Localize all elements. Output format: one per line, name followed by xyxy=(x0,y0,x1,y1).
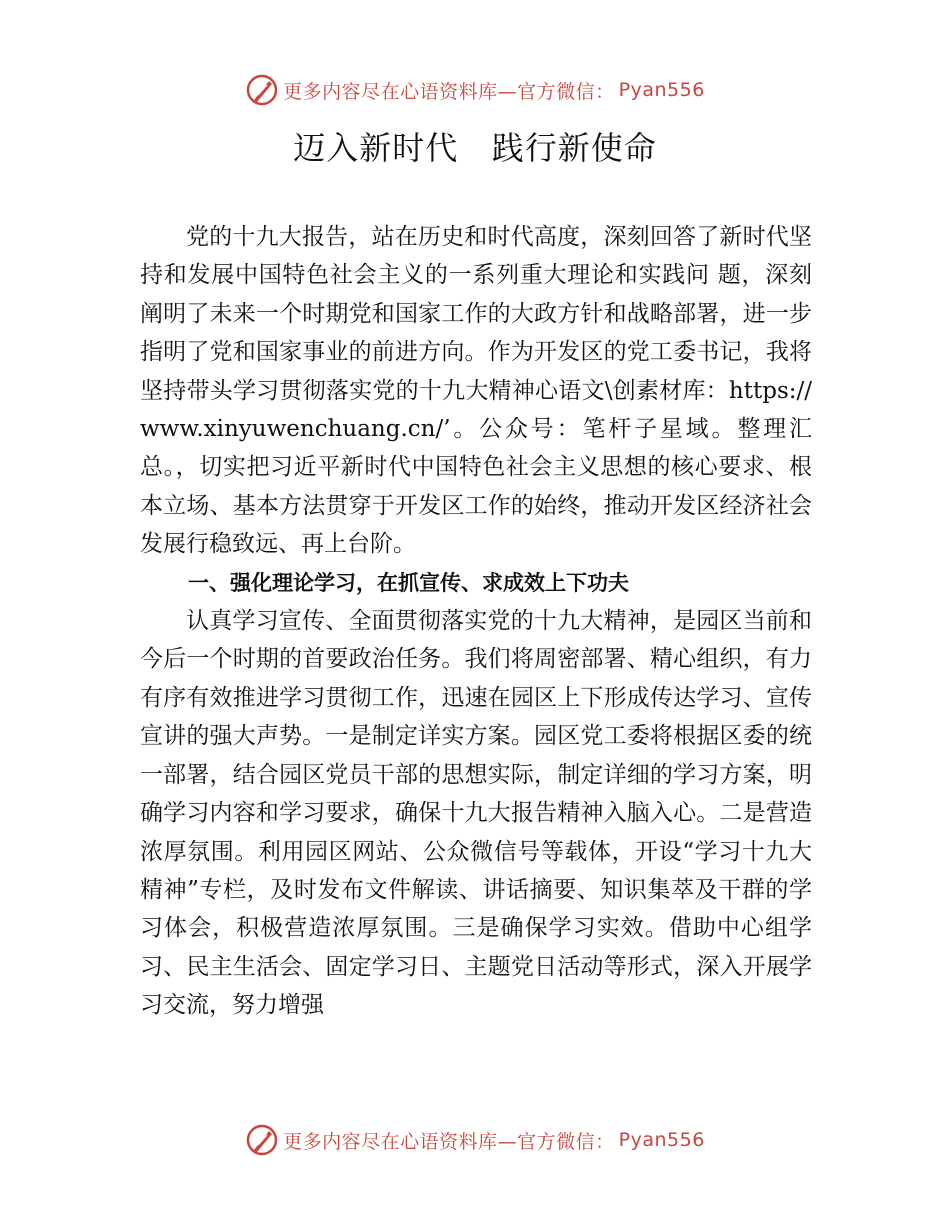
header-watermark xyxy=(0,70,950,110)
watermark-wechat-id: Pyan556 xyxy=(618,1129,705,1151)
quill-logo-icon xyxy=(245,73,279,107)
footer-watermark xyxy=(0,1120,950,1160)
quill-logo-icon xyxy=(245,1123,279,1157)
section-heading-1: 一、强化理论学习，在抓宣传、求成效上下功夫 xyxy=(188,570,629,595)
watermark-text: 更多内容尽在心语资料库—官方微信： xyxy=(283,80,615,103)
paragraph-intro: 党的十九大报告，站在历史和时代高度，深刻回答了新时代坚持和发展中国特色社会主义的一系列重大理论和实践问 题，深刻阐明了未来一个时期党和国家工作的大政方针和战略部署，进一步指明了党和国家事业的前进方向。作为开发区的党工委书记，我将坚持带头学习贯彻落实党的十九大精神心语文\创素材库：https://www.xinyuwenchuang.cn/’。公众号：笔杆子星域。整理汇总。，切实把习近平新时代中国特色社会主义思想的核心要求、根本立场、基本方法贯穿于开发区工作的始终，推动开发区经济社会发展行稳致远、再上台阶。 xyxy=(140,224,812,558)
watermark-wechat-id: Pyan556 xyxy=(618,79,705,101)
watermark-text: 更多内容尽在心语资料库—官方微信： xyxy=(283,1130,615,1153)
paragraph-section-1: 认真学习宣传、全面贯彻落实党的十九大精神，是园区当前和今后一个时期的首要政治任务。我们将周密部署、精心组织，有力有序有效推进学习贯彻工作，迅速在园区上下形成传达学习、宣传宣讲的强大声势。一是制定详实方案。园区党工委将根据区委的统一部署，结合园区党员干部的思想实际，制定详细的学习方案，明确学习内容和学习要求，确保十九大报告精神入脑入心。二是营造浓厚氛围。利用园区网站、公众微信号等载体，开设“学习十九大精神”专栏，及时发布文件解读、讲话摘要、知识集萃及干群的学习体会，积极营造浓厚氛围。三是确保学习实效。借助中心组学习、民主生活会、固定学习日、主题党日活动等形式，深入开展学习交流，努力增强 xyxy=(140,608,812,1019)
document-body xyxy=(140,218,812,1025)
document-title: 迈入新时代 践行新使命 xyxy=(293,129,657,167)
